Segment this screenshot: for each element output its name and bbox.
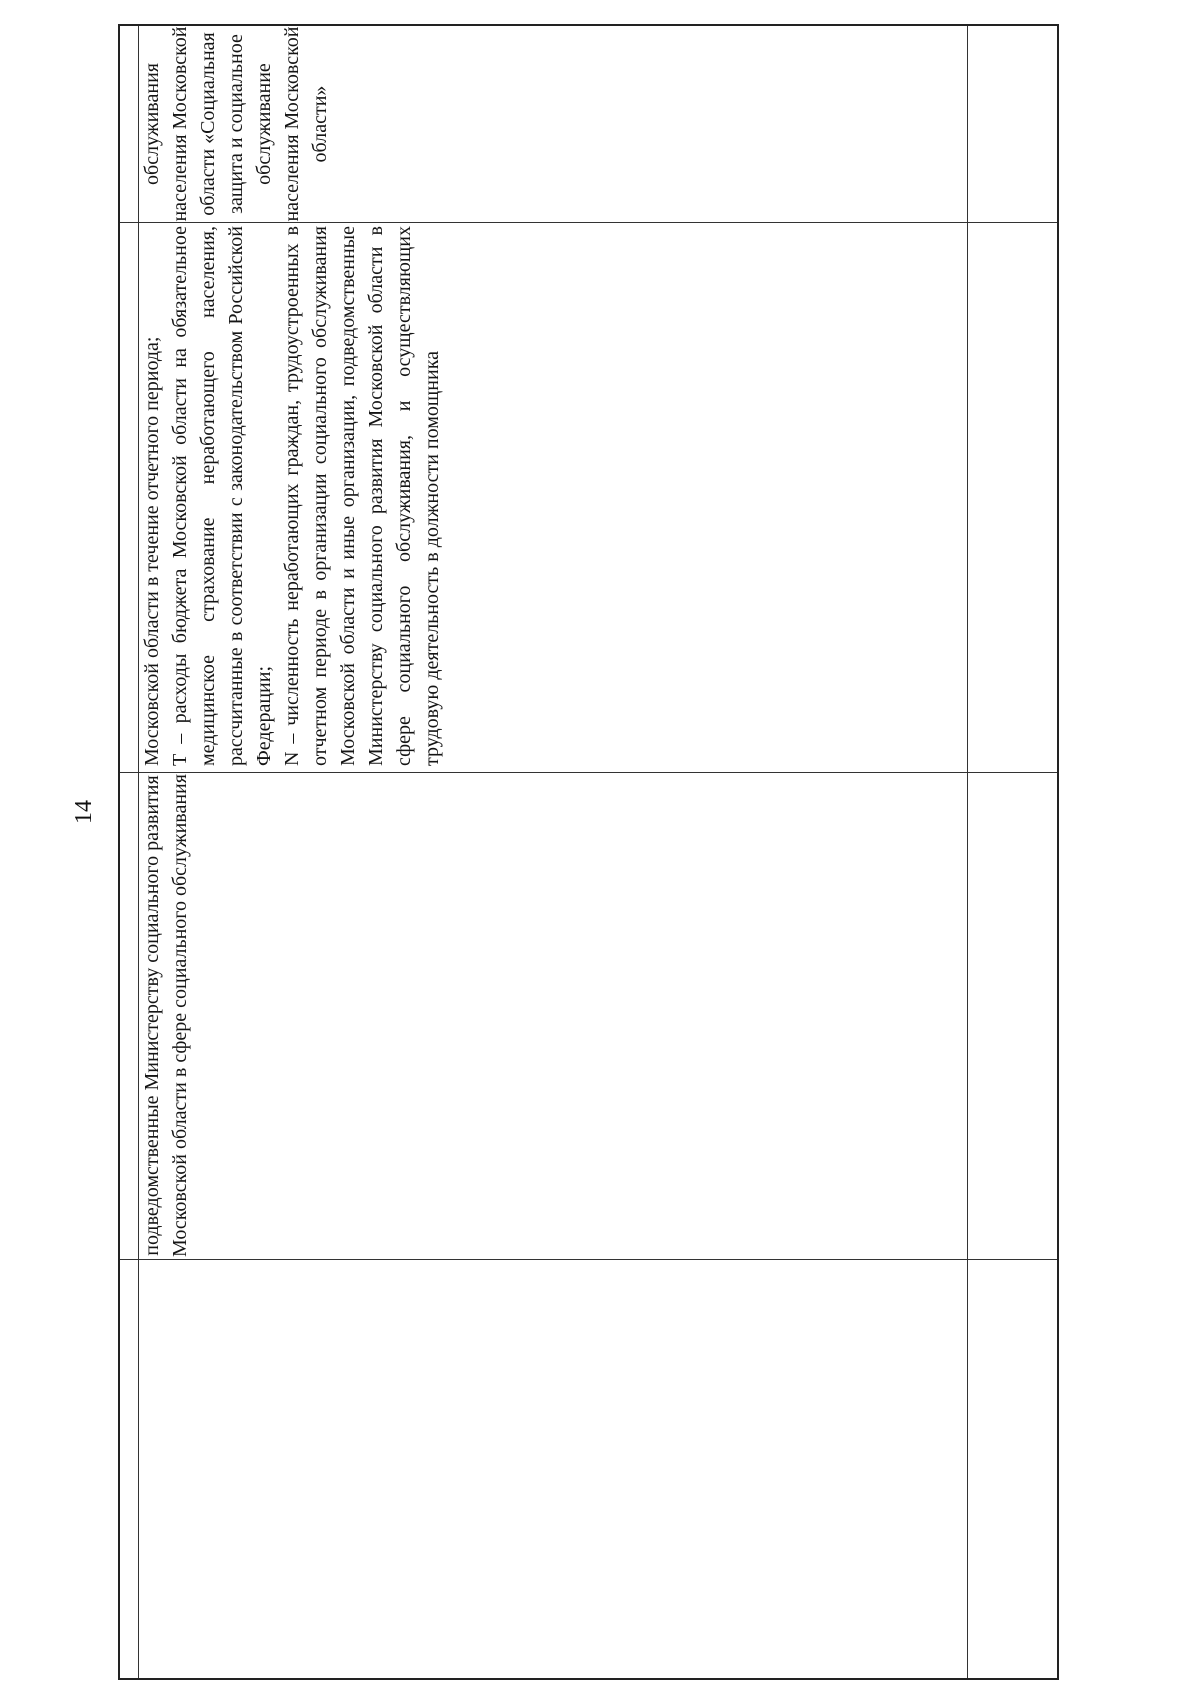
- organizations-text: подведомственные Министерству социального развития Московской области в сфере социального обслуживания: [141, 774, 191, 1257]
- column-divider-2: [967, 26, 968, 1678]
- row-divider-3: [120, 1259, 1057, 1260]
- page-number: 14: [71, 800, 97, 824]
- cell-formula-description: [138, 222, 967, 772]
- formula-paragraph-1: Московской области в течение отчетного периода;: [141, 336, 163, 766]
- program-name-text: обслуживания населения Московской области «Социальная защита и социальное обслуживание населения Московской области»: [141, 26, 331, 222]
- formula-paragraph-3: N – численность неработающих граждан, трудоустроенных в отчетном периоде в организации социального обслуживания Московской области и иные организации, подведомственные Министерству социального развития Московской области в сфере социального обслуживания, и осуществляющих трудовую деятельность в должности помощника: [281, 226, 443, 766]
- cell-organizations: [138, 772, 967, 1259]
- formula-paragraph-2: T – расходы бюджета Московской области на обязательное медицинское страхование неработающего населения, рассчитанные в соответствии с законодательством Российской Федерации;: [169, 226, 275, 766]
- formula-description-text: [138, 226, 446, 772]
- rotated-table: [118, 24, 1059, 1680]
- cell-program-name: [138, 26, 967, 222]
